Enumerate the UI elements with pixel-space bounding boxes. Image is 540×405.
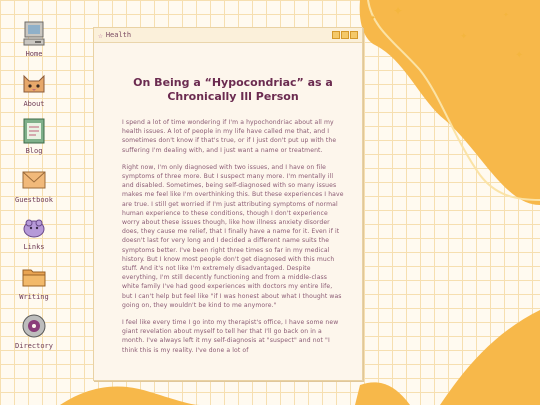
minimize-button[interactable]	[332, 31, 340, 39]
computer-icon	[20, 20, 48, 48]
desktop-icon-label: Home	[25, 50, 43, 58]
post-paragraph: I feel like every time I go into my therapist's office, I have some new giant revelation about myself to tell her that I'll go back on in a month. I've always left it my self-diagnosis at "suspect" and not "I think this is my reality. I've done a lot of	[122, 319, 339, 354]
desktop-icon-label: Blog	[25, 147, 43, 155]
window-title: Health	[105, 31, 132, 39]
cd-icon	[20, 312, 48, 340]
desktop-icon-blog[interactable]	[8, 117, 60, 155]
link-icon	[20, 213, 48, 241]
desktop-icon-label: Links	[23, 243, 45, 251]
sparkle-icon: ✦	[393, 4, 404, 18]
post-paragraph: Right now, I'm only diagnosed with two issues, and I have on file symptoms of three more. But I suspect many more. I'm mentally ill and disabled. Sometimes, being self-diagnosed with so many issues makes me feel like I'm overthinking this. But these experiences I have are true. I still get worried if I'm just attributing symptoms of normal human experience to these conditions, though I don't experience worry about these issues though, like how illness anxiety disorder does, they cause me relief, that I finally have a name for it. Even if it doesn't last for very long and I decided a different name suits the symptoms better. I've been right three times so far in my medical history. But I know most people don't get diagnosed with this much stuff. And it's not like I'm extremely disadvantaged. Despite everything, I'm still decently functioning and from a middle-class white family I've had good experiences with doctors my entire life, but I can't help but feel like "if I was honest about what I thought was going on, they wouldn't be kind to me anymore."	[122, 163, 344, 309]
health-window	[93, 27, 363, 381]
close-button[interactable]	[350, 31, 358, 39]
sparkle-icon: ✦	[460, 32, 468, 42]
post-content[interactable]	[94, 43, 362, 377]
notebook-icon	[20, 117, 48, 145]
desktop-icon-links[interactable]	[8, 213, 60, 251]
desktop-icon-label: About	[23, 100, 45, 108]
sparkle-icon: ✦	[503, 11, 509, 19]
desktop-icon-about[interactable]	[8, 70, 60, 108]
star-icon: ☆	[98, 30, 103, 40]
desktop-icon-directory[interactable]	[8, 312, 60, 350]
desktop-icon-home[interactable]	[8, 20, 60, 58]
desktop-icon-label: Guestbook	[15, 196, 53, 204]
envelope-icon	[20, 166, 48, 194]
sparkle-icon: ✦	[515, 50, 524, 61]
cat-icon	[20, 70, 48, 98]
sparkle-icon: ✦	[370, 14, 376, 22]
folder-icon	[20, 263, 48, 291]
window-titlebar[interactable]	[94, 28, 362, 43]
maximize-button[interactable]	[341, 31, 349, 39]
post-title: On Being a “Hypocondriac” as a Chronically Ill Person	[133, 76, 333, 103]
desktop-icon-label: Directory	[15, 342, 53, 350]
desktop-icon-writing[interactable]	[8, 263, 60, 301]
post-paragraph: I spend a lot of time wondering if I'm a hypochondriac about all my health issues. A lot of people in my life have called me that, and I sometimes don't know if that's true, or if I just don't put up with the suffering I'm dealing with, and I just want a name or treatment.	[122, 119, 337, 154]
desktop-icon-label: Writing	[19, 293, 49, 301]
desktop-icon-guestbook[interactable]	[8, 166, 60, 204]
